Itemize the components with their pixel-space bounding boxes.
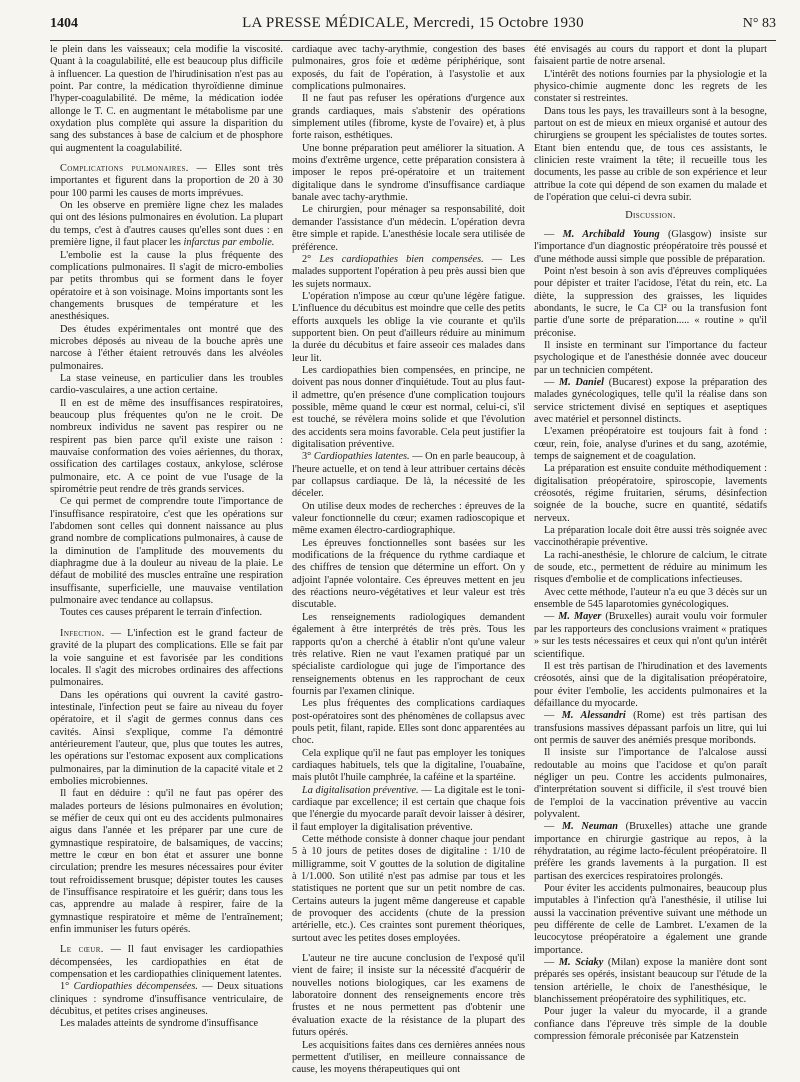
section-heading: Le cœur.	[60, 944, 104, 956]
paragraph: Cela explique qu'il ne faut pas employer les toniques cardiaques habituels, tels que la digitaline, l'ouabaïne, mais plutôt l'huile camphrée, la caféine et la spartéine.	[292, 747, 525, 784]
article-columns	[50, 44, 776, 1074]
column-1	[50, 44, 283, 1074]
paragraph: Il en est de même des insuffisances respiratoires, beaucoup plus fréquentes qu'on ne le croit. De nombreux individus ne savent pas respirer ou ne respirent pas bien parce qu'il existe une raison : mauvaise conformation des voies aériennes, du thorax, ossification des cartilages costaux, ankylose, sclérose pulmonaire, etc. A ce point de vue l'usage de la spirométrie peut rendre de très grands services.	[50, 397, 283, 496]
paragraph: le plein dans les vaisseaux; cela modifie la viscosité. Quant à la coagulabilité, elle est beaucoup plus difficile à influencer. La question de l'hirudinisation n'est pas au point. Par contre, la médication thyroïdienne diminue l'hyper-coagulabilité. De même, la médication iodée allonge le T. C. en augmentant le métabolisme par une oxydation plus complète qui assure la disparition du sang des substances à base de calcium et de phosphore qui augmentent la coagulabilité.	[50, 44, 283, 154]
paragraph: — M. Neuman (Bruxelles) attache une grande importance en chirurgie gastrique au repos, à la réhydratation, au régime lacto-féculent préopératoire. Il préfère les grands lavements à la purgation. Il est partisan des exercices respiratoires prolongés.	[534, 821, 767, 882]
section-heading: Infection.	[60, 627, 105, 639]
discussion-heading: Discussion.	[625, 210, 676, 222]
paragraph: Une bonne préparation peut améliorer la situation. A moins d'extrême urgence, cette préparation consistera à imposer le repos pré-opératoire et un traitement digitalique dans le syndrome d'insuffisance cardiaque banale avec tachy-arythmie.	[292, 142, 525, 204]
paragraph: La digitalisation préventive. — La digitale est le toni-cardiaque par excellence; il est certain que chaque fois que l'énergie du myocarde paraît devoir laisser à désirer, il faut employer la digitalisation préventive.	[292, 784, 525, 833]
paragraph: L'examen préopératoire est toujours fait à fond : cœur, rein, foie, analyse d'urines et du sang, azotémie, temps de saignement et de coagulation.	[534, 426, 767, 462]
paragraph: La préparation locale doit être aussi très soignée avec vaccinothérapie préventive.	[534, 525, 767, 549]
paragraph: 2° Les cardiopathies bien compensées. — Les malades supportent l'opération à peu près aussi bien que les sujets normaux.	[292, 253, 525, 290]
paragraph: Toutes ces causes préparent le terrain d'infection.	[60, 607, 263, 619]
paragraph: — M. Daniel (Bucarest) expose la préparation des malades gynécologiques, telle qu'il la réalise dans son service strictement divisé en septiques et aseptiques avec matériel et personnel distincts.	[534, 376, 767, 425]
page-header	[50, 10, 776, 41]
paragraph: Il insiste sur l'importance de l'alcalose aussi redoutable au moins que l'acidose et qu'on paraît négliger un peu. Contre les accidents pulmonaires, d'interprétation souvent si difficile, il s'est trouvé bien de l'emploi de la vaccination préventive au vaccin polyvalent.	[534, 747, 767, 820]
paragraph: L'embolie est la cause la plus fréquente des complications pulmonaires. Il s'agit de micro-embolies par petits thrombus qui se forment dans le foyer opératoire et à son voisinage. Moins importants sont les changements brusques de température et les anesthésiques.	[50, 249, 283, 323]
section-heading: La digitalisation préventive.	[302, 784, 419, 796]
speaker-name: M. Sciaky	[558, 957, 604, 969]
paragraph: Cette méthode consiste à donner chaque jour pendant 5 à 10 jours de petites doses de digitaline : 1/10 de milligramme, soit V gouttes de la solution de digitaline à 1/1.000. Son utilité n'est pas admise par tous et les statistiques ne portent que sur un petit nombre de cas. Certains auteurs la jugent même dangereuse et capable de provoquer des accidents (chute de la pression artérielle, etc.). Ces craintes sont purement théoriques, surtout avec les petites doses employées.	[292, 834, 525, 944]
paragraph: Il est très partisan de l'hirudination et des lavements créosotés, ainsi que de la digitalisation préopératoire, pour éviter l'embolie, les accidents pulmonaires et la défaillance du myocarde.	[534, 660, 767, 709]
paragraph: Complications pulmonaires. — Elles sont très importantes et figurent dans la proportion de 20 à 30 pour 100 parmi les causes de morts imprévues.	[50, 163, 283, 199]
paragraph: Les malades atteints de syndrome d'insuffisance	[60, 1018, 259, 1030]
paragraph: Les acquisitions faites dans ces dernières années nous permettent d'utiliser, en meilleure connaissance de cause, les moyens thérapeutiques qui ont	[292, 1039, 525, 1074]
speaker-name: M. Alessandri	[561, 710, 626, 722]
paragraph: La stase veineuse, en particulier dans les troubles cardio-vasculaires, a une action certaine.	[50, 372, 283, 397]
paragraph: — M. Mayer (Bruxelles) aurait voulu voir formuler par les rapporteurs des conclusions vraiment « pratiques » sur les tests nécessaires et ceux qui n'ont qu'un intérêt scientifique.	[534, 611, 767, 660]
paragraph: 1° Cardiopathies décompensées. — Deux situations cliniques : syndrome d'insuffisance ventriculaire, de décubitus, et petites crises angineuses.	[50, 981, 283, 1018]
paragraph: Les épreuves fonctionnelles sont basées sur les modifications de la fréquence du rythme cardiaque et des chiffres de tension que détermine un effort. On y adjoint l'apnée volontaire. Ces épreuves mettent en jeu des réactions neuro-végétatives et leur valeur est très discutable.	[292, 537, 525, 611]
paragraph: Infection. — L'infection est le grand facteur de gravité de la plupart des complications. Elle se fait par la voie sanguine et est favorisée par les conditions locales. Il s'agit des microbes ordinaires des affections pulmonaires.	[50, 627, 283, 689]
paragraph: Dans tous les pays, les travailleurs sont à la besogne, partout on est de mieux en mieux organisé et autour des chirurgiens se groupent les spécialistes de toutes sortes. Etant bien entendu que, de tous ces assistants, le clinicien reste vraiment la tête; il recueille tous les documents, les passe au crible de son expérience et leur attribue la cote qui dépend de son examen du malade et de l'opération que celui-ci devra subir.	[534, 105, 767, 204]
speaker-name: M. Daniel	[559, 376, 605, 388]
paragraph: Les plus fréquentes des complications cardiaques post-opératoires sont des phénomènes de collapsus avec pouls petit, filant, rapide. Elles sont donc apparentées au choc.	[292, 698, 525, 747]
paragraph: Le cœur. — Il faut envisager les cardiopathies décompensées, les cardiopathies en état de compensation et les cardiopathies cliniquement latentes.	[50, 944, 283, 981]
paragraph: Pour éviter les accidents pulmonaires, beaucoup plus imputables à l'infection qu'à l'anesthésie, il utilise lui aussi la vaccination préventive suivant une méthode un peu différente de celle de Lambret. L'examen de la leucocytose préopératoire a également une grande importance.	[534, 883, 767, 956]
paragraph: L'intérêt des notions fournies par la physiologie et la physico-chimie augmente donc les regrets de les constater si restreintes.	[534, 68, 767, 105]
paragraph: Point n'est besoin à son avis d'épreuves compliquées pour dépister et traiter l'acidose, l'état du rein, etc. La diète, la suppression des graisses, les liquides abondants, le sucre, le Ca Cl² ou la transfusion font partie d'une sorte de préparation..... « routine » qu'il préconise.	[534, 265, 767, 339]
column-2	[292, 44, 525, 1074]
paragraph: Il ne faut pas refuser les opérations d'urgence aux grands cardiaques, mais s'abstenir des opérations simplement utiles (fibrome, kyste de l'ovaire) et, à plus forte raison, esthétiques.	[292, 93, 525, 142]
paragraph: La rachi-anesthésie, le chlorure de calcium, le citrate de soude, etc., permettent de réduire au minimum les risques d'embolie et de complications infectieuses.	[534, 549, 767, 586]
speaker-name: M. Neuman	[561, 821, 618, 833]
paragraph: Le chirurgien, pour ménager sa responsabilité, doit demander l'assistance d'un médecin. L'opération devra être simple et rapide. L'anesthésie locale sera utilisée de préférence.	[292, 204, 525, 253]
paragraph: Avec cette méthode, l'auteur n'a eu que 3 décès sur un ensemble de 545 laparotomies gynécologiques.	[534, 586, 767, 611]
paragraph: — M. Archibald Young (Glasgow) insiste sur l'importance d'un diagnostic préopératoire très poussé et d'une méthode aussi simple que possible de préparation.	[534, 228, 767, 265]
paragraph: Les cardiopathies bien compensées, en principe, ne doivent pas nous donner d'inquiétude. Tout au plus faut-il admettre, qu'en présence d'une complication toujours possible, même quand le cœur est normal, celui-ci, s'il est touché, se révèlera moins solide et que l'évolution des accidents sera moins favorable. Cela peut justifier la digitalisation préventive.	[292, 364, 525, 450]
paragraph: Il insiste en terminant sur l'importance du facteur psychologique et de l'anesthésie donnée avec douceur par un technicien compétent.	[534, 339, 767, 376]
paragraph: L'auteur ne tire aucune conclusion de l'exposé qu'il vient de faire; il insiste sur la nécessité d'acquérir de nouvelles notions biologiques, car les examens de laboratoire donnent des renseignements encore très frustes et ne nous permettent pas d'obtenir une évaluation exacte de la résistance de la plupart des futurs opérés.	[292, 953, 525, 1039]
section-heading: Complications pulmonaires.	[60, 163, 189, 175]
column-3	[534, 44, 767, 1074]
paragraph: — M. Sciaky (Milan) expose la manière dont sont préparés ses opérés, insistant beaucoup sur l'étude de la tension artérielle, le choix de l'anesthésique, le blanchissement préopératoire des syphilitiques, etc.	[534, 957, 767, 1006]
paragraph: On les observe en première ligne chez les malades qui ont des lésions pulmonaires en évolution. La plupart du temps, c'est à d'autres causes qu'elles sont dues : en première ligne, il faut placer les infarctus par embolie.	[50, 200, 283, 249]
paragraph: Dans les opérations qui ouvrent la cavité gastro-intestinale, l'infection peut se faire au niveau du foyer opératoire, et il s'agit de germes connus dans ces cavités. Ainsi s'explique, comme l'a démontré antérieurement l'auteur, que, plus que toutes les autres, les opérations sur l'estomac exposent aux complications pulmonaires, par la diminution de la capacité vitale et 2 embolies microbiennes.	[50, 689, 283, 787]
journal-title: LA PRESSE MÉDICALE, Mercredi, 15 Octobre 1930	[242, 15, 584, 31]
paragraph: Les renseignements radiologiques demandent également à être interprétés de très près. Tous les rapports qu'on a cherché à établir n'ont qu'une valeur très relative. Rien ne vaut l'examen pratiqué par un spécialiste cardiologue qui juge de l'importance des renseignements obtenus en les rapprochant de ceux fournis par l'examen clinique.	[292, 611, 525, 697]
paragraph: On utilise deux modes de recherches : épreuves de la valeur fonctionnelle du cœur; examen radioscopique et même examen électro-cardiographique.	[292, 500, 525, 537]
speaker-name: M. Archibald Young	[562, 228, 660, 240]
issue-number: N° 83	[742, 16, 776, 31]
paragraph: 3° Cardiopathies latentes. — On en parle beaucoup, à l'heure actuelle, et on tend à leur attribuer certains décès par collapsus cardiaque. De là, la nécessité de les déceler.	[292, 451, 525, 500]
paragraph: Ce qui permet de comprendre toute l'importance de l'insuffisance respiratoire, c'est que les opérations sur l'abdomen sont celles qui donnent naissance au plus grand nombre de complications pulmonaires, à cause de la diminution de l'amplitude des mouvements du diaphragme due à la douleur au niveau de la plaie. Le défaut de mobilité des muscles entraîne une respiration insuffisante, superficielle, une mauvaise ventilation pulmonaire avec tendance au collapsus.	[50, 496, 283, 607]
speaker-name: M. Mayer	[558, 611, 602, 623]
paragraph: Pour juger la valeur du myocarde, il a grande confiance dans l'épreuve très simple de la double compression fémorale préconisée par Katzenstein	[534, 1006, 767, 1043]
paragraph: Des études expérimentales ont montré que des microbes déposés au niveau de la bouche après une narcose à l'éther étaient retrouvés dans les alvéoles pulmonaires.	[50, 323, 283, 372]
paragraph: L'opération n'impose au cœur qu'une légère fatigue. L'influence du décubitus est moindre que celle des petits efforts auxquels les oblige la vie courante et qu'ils supportent bien. On peut d'ailleurs réduire au minimum la durée du décubitus et faire asseoir ces malades dans leur lit.	[292, 290, 525, 364]
page-number: 1404	[50, 16, 78, 31]
paragraph: cardiaque avec tachy-arythmie, congestion des bases pulmonaires, gros foie et œdème périphérique, sont exposés, du fait de l'opération, à l'asystolie et aux complications pulmonaires.	[292, 44, 525, 93]
paragraph: Il faut en déduire : qu'il ne faut pas opérer des malades porteurs de lésions pulmonaires en évolution; se méfier de ceux qui ont eu des accidents pulmonaires aigus dans l'année et les préparer par une cure de gymnastique respiratoire, de balsamiques, de vaccins; mettre le cœur en bon état et assurer une bonne circulation; prendre les mesures nécessaires pour éviter tout refroidissement brusque; dépister toutes les causes de l'insuffisance respiratoire et les guérir; dans tous les cas, apprendre au malade à respirer, faire de la gymnastique respiratoire et même de l'entraînement; enfin immuniser les futurs opérés.	[50, 788, 283, 936]
paragraph: La préparation est ensuite conduite méthodiquement : digitalisation préopératoire, spiroscopie, lavements créosotés, régime fruitarien, sérums, désinfection soignée de la bouche, sucre en quantité, sédatifs nerveux.	[534, 463, 767, 524]
paragraph: été envisagés au cours du rapport et dont la plupart faisaient partie de notre arsenal.	[534, 44, 767, 68]
paragraph: — M. Alessandri (Rome) est très partisan des transfusions massives dépassant parfois un litre, qui lui ont permis de sauver des anémiés presque moribonds.	[534, 710, 767, 746]
